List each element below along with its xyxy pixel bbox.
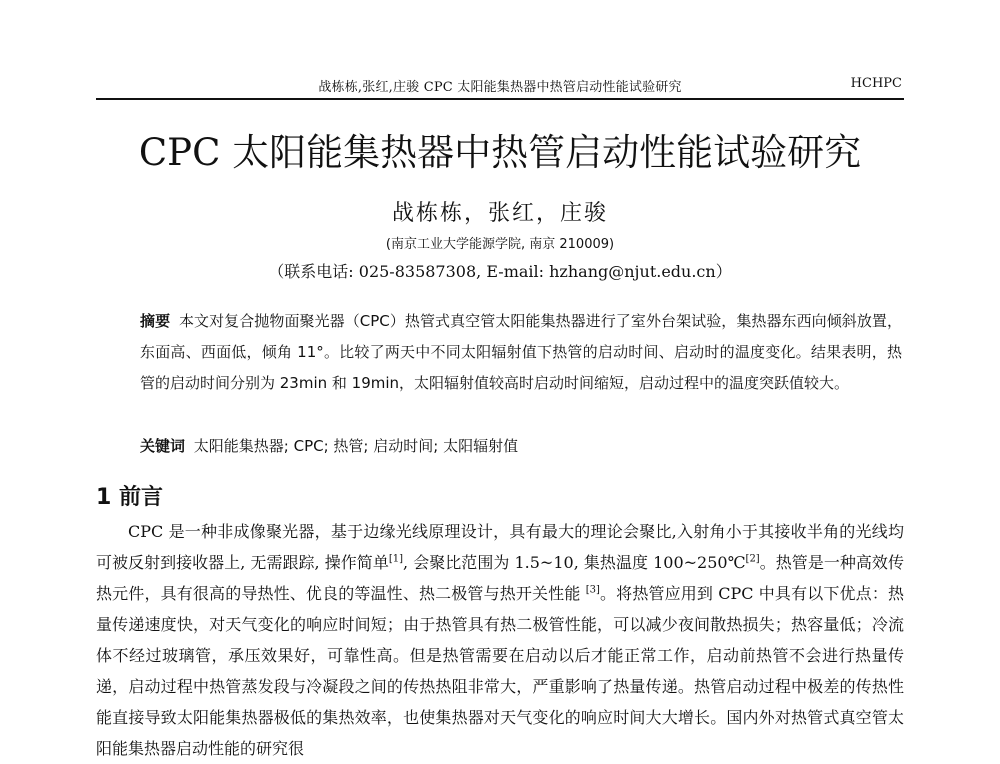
keywords-text: 太阳能集热器; CPC; 热管; 启动时间; 太阳辐射值 [193, 437, 519, 455]
abstract-label: 摘要 [140, 312, 171, 330]
paper-title: CPC 太阳能集热器中热管启动性能试验研究 [138, 131, 862, 174]
abstract [140, 306, 902, 399]
body-segment-3: 。热管是一种高效传热元件，具有很高的导热性、优良的等温性、热二极管与热开关性能 [96, 553, 904, 603]
body-segment-1: CPC 是一种非成像聚光器，基于边缘光线原理设计，具有最大的理论会聚比,入射角小于其接收半角的光线均可被反射到接收器上, 无需跟踪, 操作简单 [96, 522, 904, 572]
body-paragraph [96, 516, 904, 764]
citation-1: [1] [388, 553, 404, 565]
paper-affiliation: (南京工业大学能源学院, 南京 210009) [385, 237, 615, 252]
section-heading-introduction: 1 前言 [96, 485, 163, 510]
paper-authors: 战栋栋，张红，庄骏 [391, 201, 608, 226]
running-header [96, 74, 904, 98]
header-rule [96, 98, 904, 100]
citation-2: [2] [745, 553, 760, 565]
section-body [96, 516, 904, 764]
body-segment-2: , 会聚比范围为 1.5~10, 集热温度 100~250℃ [403, 553, 746, 572]
journal-tag: HCHPC [850, 76, 902, 91]
keywords-label: 关键词 [140, 437, 186, 455]
paper-contact: （联系电话: 025-83587308, E-mail: hzhang@njut.edu.cn） [268, 262, 732, 281]
running-title: 战栋栋,张红,庄骏 CPC 太阳能集热器中热管启动性能试验研究 [318, 80, 682, 95]
citation-3: [3] [585, 584, 600, 596]
body-segment-4: 。将热管应用到 CPC 中具有以下优点：热量传递速度快，对天气变化的响应时间短；由于热管具有热二极管性能，可以减少夜间散热损失；热容量低；冷流体不经过玻璃管，承压效果好，可靠性高。但是热管需要在启动以后才能正常工作，启动前热管不会进行热量传递，启动过程中热管蒸发段与冷凝段之间的传热热阻非常大，严重影响了热量传递。热管启动过程中极差的传热性能直接导致太阳能集热器极低的集热效率，也使集热器对天气变化的响应时间大大增长。国内外对热管式真空管太阳能集热器启动性能的研究很 [96, 584, 904, 758]
keywords [140, 432, 902, 460]
abstract-text: 本文对复合抛物面聚光器（CPC）热管式真空管太阳能集热器进行了室外台架试验，集热器东西向倾斜放置，东面高、西面低，倾角 11°。比较了两天中不同太阳辐射值下热管的启动时间、启动时的温度变化。结果表明，热管的启动时间分别为 23min 和 19min，太阳辐射值较高时启动时间缩短，启动过程中的温度突跃值较大。 [140, 312, 902, 392]
